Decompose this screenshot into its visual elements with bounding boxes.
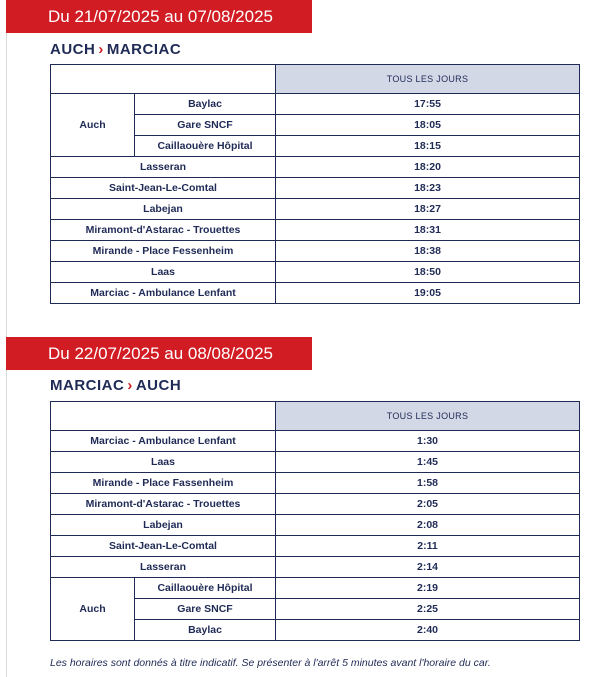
stop-name: Mirande - Place Fessenheim bbox=[51, 241, 276, 262]
route-origin: AUCH bbox=[50, 41, 96, 58]
table-row bbox=[51, 452, 580, 473]
table-row bbox=[51, 473, 580, 494]
stop-name: Saint-Jean-Le-Comtal bbox=[51, 178, 276, 199]
departure-time: 2:25 bbox=[276, 599, 580, 620]
stop-name: Marciac - Ambulance Lenfant bbox=[51, 283, 276, 304]
table-row bbox=[51, 557, 580, 578]
stop-name: Lasseran bbox=[51, 157, 276, 178]
departure-time: 18:20 bbox=[276, 157, 580, 178]
departure-time: 18:15 bbox=[276, 136, 580, 157]
timetable-1 bbox=[50, 64, 580, 304]
table-header-row bbox=[51, 65, 580, 94]
departure-time: 17:55 bbox=[276, 94, 580, 115]
departure-time: 2:05 bbox=[276, 494, 580, 515]
date-range-text: Du 21/07/2025 au 07/08/2025 bbox=[48, 7, 273, 26]
table-row bbox=[51, 536, 580, 557]
group-label-auch: Auch bbox=[51, 578, 135, 641]
date-range-text: Du 22/07/2025 au 08/08/2025 bbox=[48, 344, 273, 363]
column-header-daily: TOUS LES JOURS bbox=[276, 65, 580, 94]
departure-time: 2:19 bbox=[276, 578, 580, 599]
table-row bbox=[51, 262, 580, 283]
departure-time: 18:27 bbox=[276, 199, 580, 220]
empty-header-cell bbox=[51, 65, 276, 94]
group-label-auch: Auch bbox=[51, 94, 135, 157]
table-row bbox=[51, 431, 580, 452]
table-row bbox=[51, 283, 580, 304]
departure-time: 19:05 bbox=[276, 283, 580, 304]
stop-name: Labejan bbox=[51, 199, 276, 220]
departure-time: 2:11 bbox=[276, 536, 580, 557]
footnote: Les horaires sont donnés à titre indicatif. Se présenter à l'arrêt 5 minutes avant l'horaire du car. bbox=[50, 657, 491, 669]
stop-name: Miramont-d'Astarac - Trouettes bbox=[51, 494, 276, 515]
table-header-row bbox=[51, 402, 580, 431]
date-range-banner-2 bbox=[6, 337, 312, 370]
departure-time: 1:58 bbox=[276, 473, 580, 494]
table-row bbox=[51, 178, 580, 199]
date-range-banner-1 bbox=[6, 0, 312, 33]
departure-time: 18:23 bbox=[276, 178, 580, 199]
column-header-daily: TOUS LES JOURS bbox=[276, 402, 580, 431]
table-row bbox=[51, 157, 580, 178]
stop-name: Gare SNCF bbox=[135, 115, 276, 136]
route-title-1 bbox=[50, 41, 181, 58]
departure-time: 1:30 bbox=[276, 431, 580, 452]
departure-time: 18:50 bbox=[276, 262, 580, 283]
stop-name: Caillaouère Hôpital bbox=[135, 578, 276, 599]
departure-time: 18:38 bbox=[276, 241, 580, 262]
stop-name: Labejan bbox=[51, 515, 276, 536]
table-row bbox=[51, 578, 580, 599]
departure-time: 2:40 bbox=[276, 620, 580, 641]
table-row bbox=[51, 199, 580, 220]
table-row bbox=[51, 494, 580, 515]
departure-time: 18:31 bbox=[276, 220, 580, 241]
route-destination: MARCIAC bbox=[106, 41, 182, 58]
stop-name: Baylac bbox=[135, 620, 276, 641]
stop-name: Marciac - Ambulance Lenfant bbox=[51, 431, 276, 452]
stop-name: Saint-Jean-Le-Comtal bbox=[51, 536, 276, 557]
timetable-2 bbox=[50, 401, 580, 641]
stop-name: Caillaouère Hôpital bbox=[135, 136, 276, 157]
empty-header-cell bbox=[51, 402, 276, 431]
table-row bbox=[51, 220, 580, 241]
departure-time: 1:45 bbox=[276, 452, 580, 473]
table-row bbox=[51, 94, 580, 115]
route-origin: MARCIAC bbox=[50, 377, 125, 394]
table-row bbox=[51, 241, 580, 262]
departure-time: 18:05 bbox=[276, 115, 580, 136]
stop-name: Lasseran bbox=[51, 557, 276, 578]
stop-name: Mirande - Place Fassenheim bbox=[51, 473, 276, 494]
table-row bbox=[51, 515, 580, 536]
departure-time: 2:14 bbox=[276, 557, 580, 578]
stop-name: Laas bbox=[51, 452, 276, 473]
chevron-right-icon: › bbox=[127, 377, 133, 394]
departure-time: 2:08 bbox=[276, 515, 580, 536]
chevron-right-icon: › bbox=[98, 41, 104, 58]
stop-name: Laas bbox=[51, 262, 276, 283]
route-title-2 bbox=[50, 377, 181, 394]
stop-name: Baylac bbox=[135, 94, 276, 115]
stop-name: Miramont-d'Astarac - Trouettes bbox=[51, 220, 276, 241]
route-destination: AUCH bbox=[135, 377, 182, 394]
stop-name: Gare SNCF bbox=[135, 599, 276, 620]
